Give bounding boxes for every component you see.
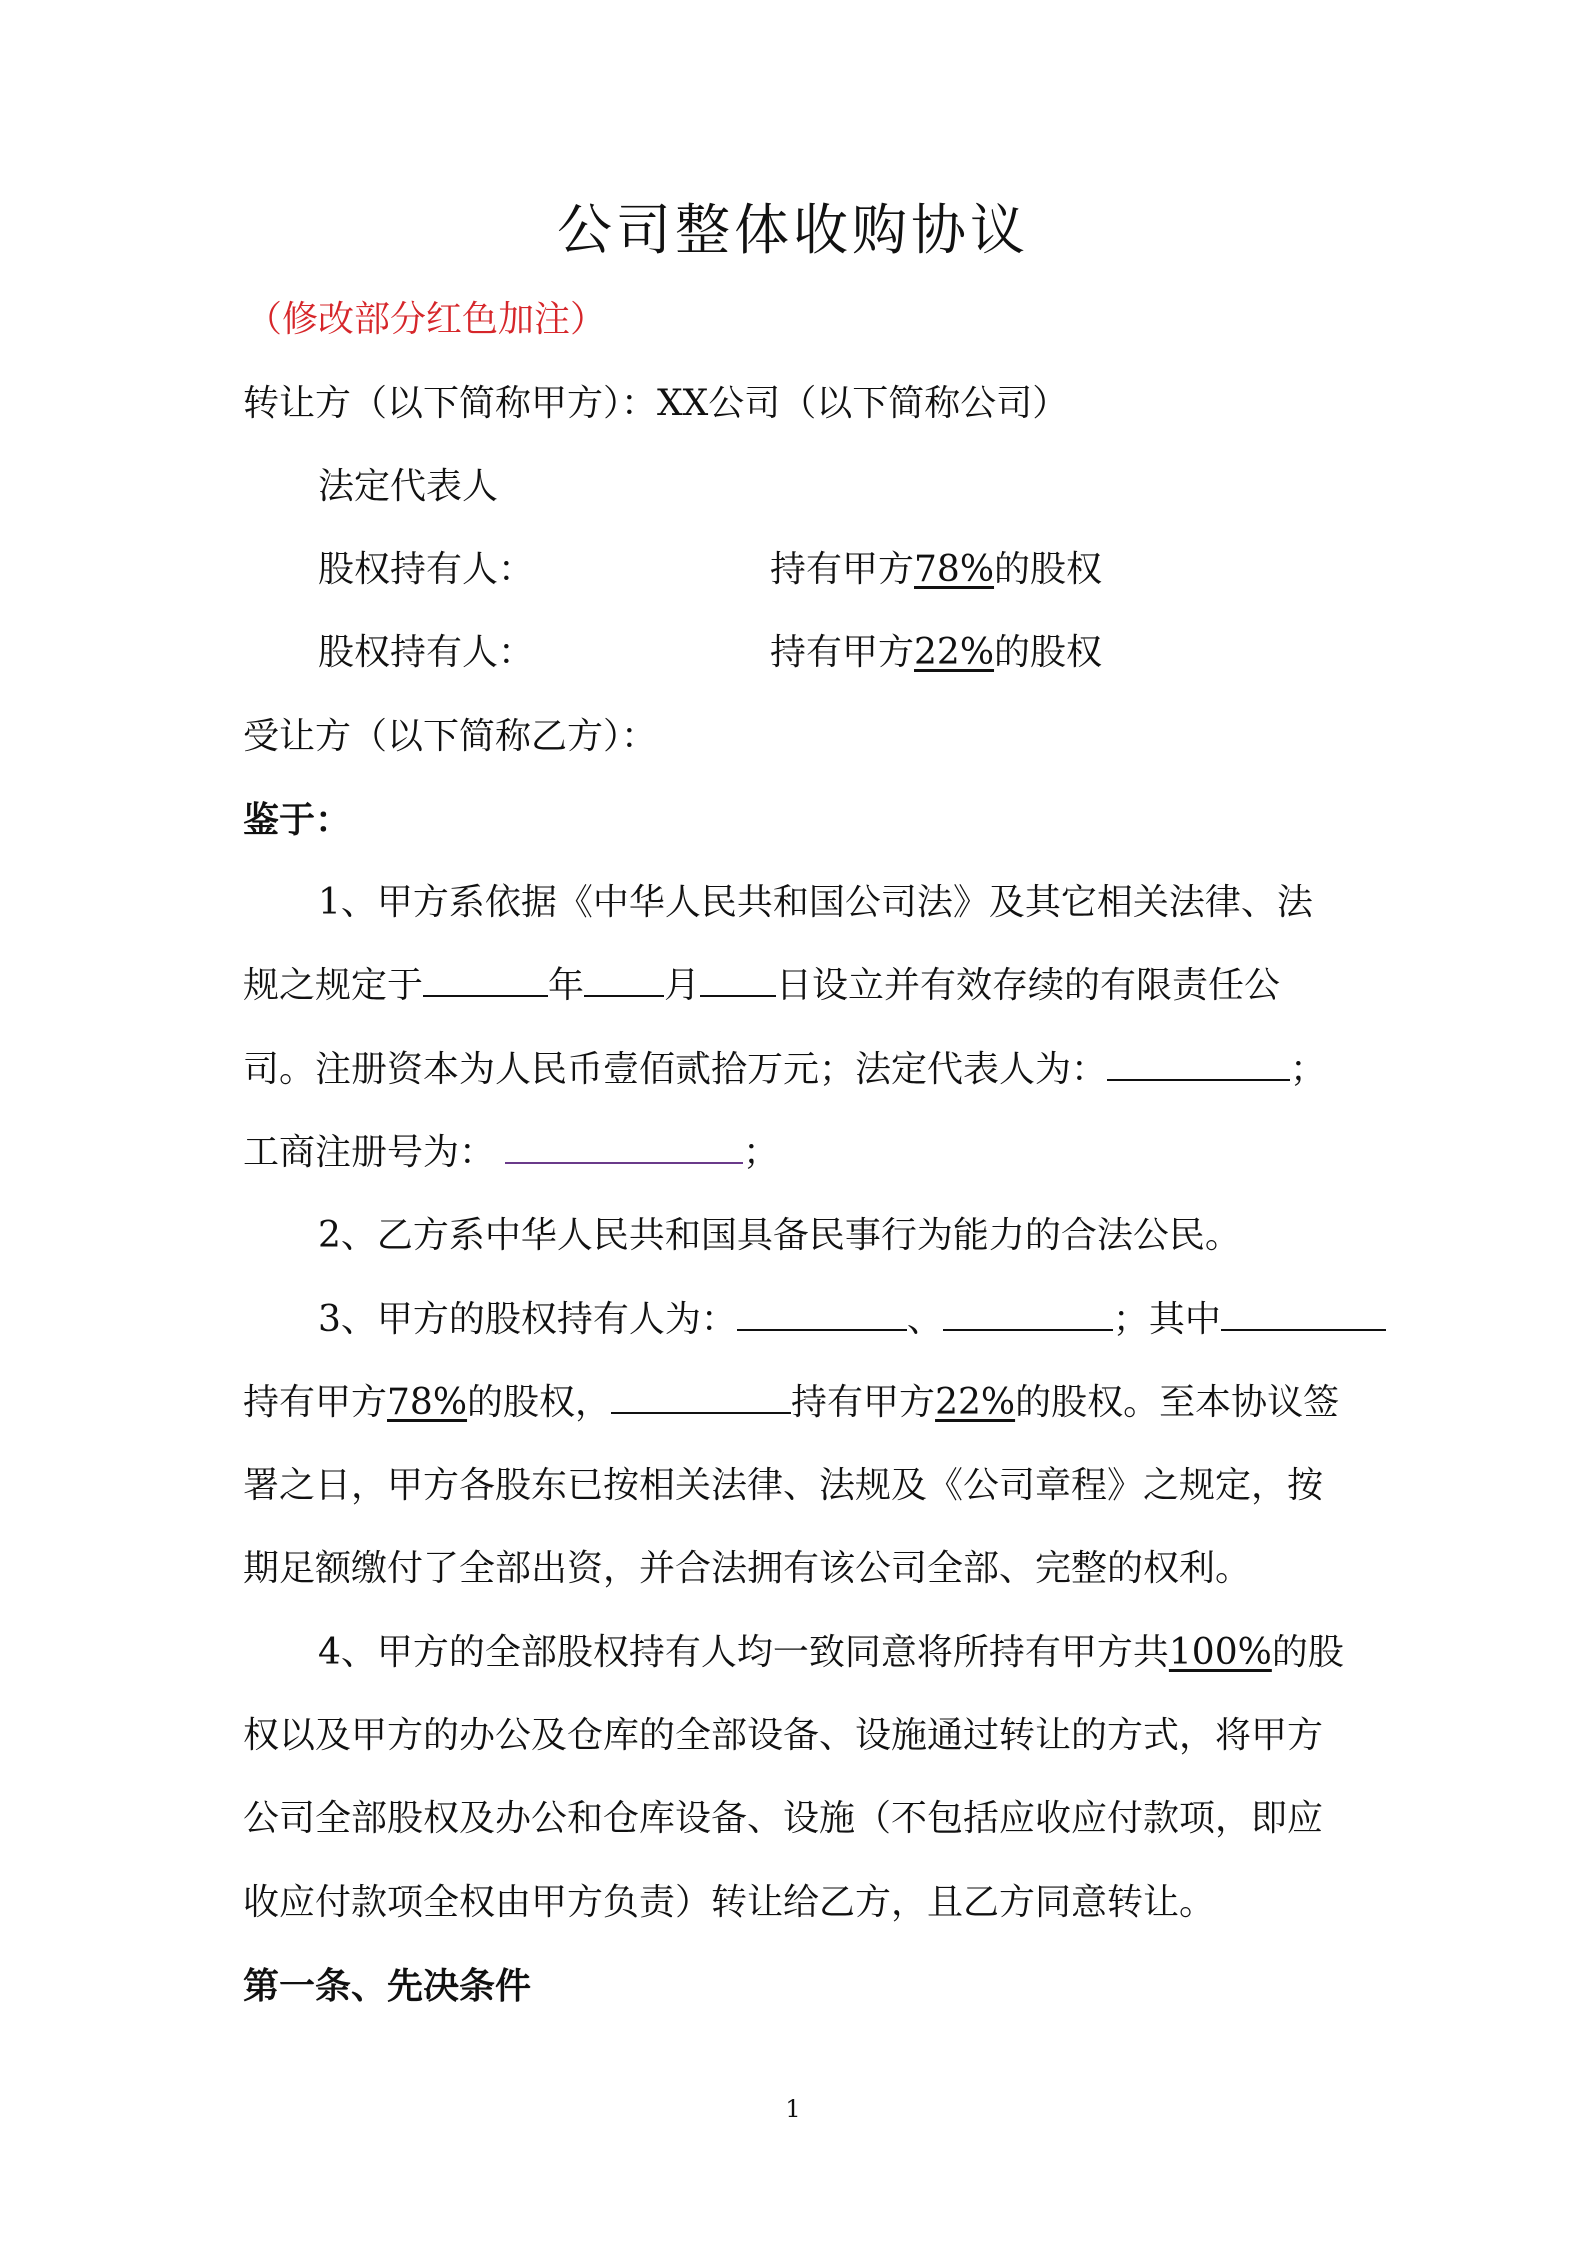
clause3-line3: 署之日，甲方各股东已按相关法律、法规及《公司章程》之规定，按	[243, 1465, 1324, 1506]
clause2: 2、乙方系中华人民共和国具备民事行为能力的合法公民。	[318, 1215, 1241, 1256]
shareholder-blank-4	[611, 1378, 791, 1414]
clause1-line2	[243, 961, 1280, 1011]
month-blank	[584, 961, 664, 997]
holding-percent: 78%	[387, 1382, 468, 1423]
clause1-text: 月	[664, 965, 701, 1006]
registration-number-blank	[505, 1128, 743, 1164]
clause1-text: ；	[1290, 1049, 1327, 1090]
holding-prefix: 持有甲方	[770, 632, 915, 673]
clause4-line4: 收应付款项全权由甲方负责）转让给乙方，且乙方同意转让。	[243, 1882, 1216, 1923]
shareholder-label-2: 股权持有人：	[318, 632, 535, 673]
shareholder-holding-1	[770, 545, 1102, 595]
clause4-line2: 权以及甲方的办公及仓库的全部设备、设施通过转让的方式，将甲方	[243, 1715, 1324, 1756]
day-blank	[700, 961, 776, 997]
clause4-line3: 公司全部股权及办公和仓库设备、设施（不包括应收应付款项，即应	[243, 1798, 1324, 1839]
whereas-heading: 鉴于：	[243, 799, 352, 841]
clause1-text: 日设立并有效存续的有限责任公	[776, 965, 1281, 1006]
holding-percent: 78%	[914, 549, 995, 590]
legal-rep-blank	[1107, 1045, 1290, 1081]
revision-note: （修改部分红色加注）	[246, 299, 607, 340]
clause4-line1	[318, 1628, 1344, 1678]
page-number: 1	[785, 2095, 801, 2123]
clause1-text: 工商注册号为：	[243, 1132, 496, 1173]
clause3-text: ；其中	[1112, 1299, 1221, 1340]
clause3-text: 的股权，	[467, 1382, 612, 1423]
clause3-line2	[243, 1378, 1339, 1428]
transferee-line: 受让方（以下简称乙方）：	[243, 716, 658, 757]
shareholder-blank-1	[737, 1295, 907, 1331]
article1-heading: 第一条、先决条件	[243, 1965, 532, 2007]
holding-percent: 22%	[914, 632, 995, 673]
clause3-line1	[318, 1295, 1386, 1345]
clause1-text: 司。注册资本为人民币壹佰贰拾万元；法定代表人为：	[243, 1049, 1108, 1090]
shareholder-blank-2	[943, 1295, 1113, 1331]
clause4-text: 4、甲方的全部股权持有人均一致同意将所持有甲方共	[318, 1632, 1169, 1673]
document-title: 公司整体收购协议	[556, 198, 1029, 262]
holding-percent: 100%	[1168, 1632, 1272, 1673]
clause1-text: ；	[743, 1132, 780, 1173]
holding-suffix: 的股权	[994, 632, 1103, 673]
shareholder-blank-3	[1221, 1295, 1386, 1331]
legal-rep-label: 法定代表人	[318, 466, 499, 507]
clause3-text: 3、甲方的股权持有人为：	[318, 1299, 737, 1340]
clause3-text: 持有甲方	[243, 1382, 388, 1423]
clause1-line4	[243, 1128, 779, 1178]
shareholder-holding-2	[770, 628, 1102, 678]
clause1-text: 年	[548, 965, 585, 1006]
shareholder-label-1: 股权持有人：	[318, 549, 535, 590]
clause3-text: 、	[906, 1299, 943, 1340]
clause1-line3	[243, 1045, 1326, 1095]
year-blank	[423, 961, 548, 997]
clause4-text: 的股	[1271, 1632, 1344, 1673]
transferor-line: 转让方（以下简称甲方）：XX公司（以下简称公司）	[243, 383, 1069, 424]
clause3-line4: 期足额缴付了全部出资，并合法拥有该公司全部、完整的权利。	[243, 1548, 1252, 1589]
clause1-line1: 1、甲方系依据《中华人民共和国公司法》及其它相关法律、法	[318, 882, 1313, 923]
holding-prefix: 持有甲方	[770, 549, 915, 590]
clause3-text: 的股权。至本协议签	[1015, 1382, 1340, 1423]
holding-suffix: 的股权	[994, 549, 1103, 590]
clause3-text: 持有甲方	[791, 1382, 936, 1423]
clause1-text: 规之规定于	[243, 965, 424, 1006]
holding-percent: 22%	[935, 1382, 1016, 1423]
